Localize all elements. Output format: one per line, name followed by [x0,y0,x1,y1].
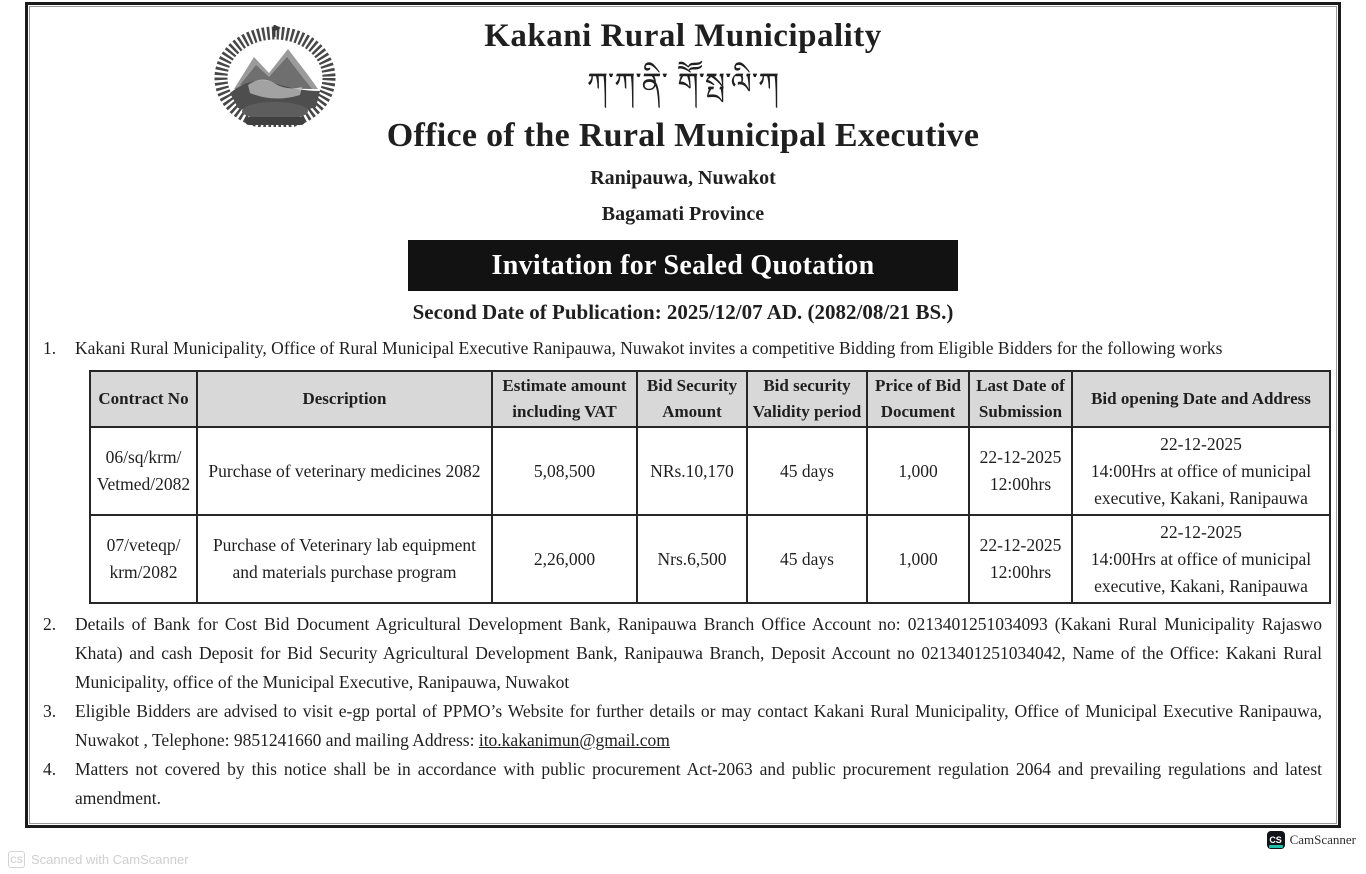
bid-table [89,370,1331,604]
note-item-3 [43,697,1322,755]
cell-line: 22-12-2025 [979,535,1062,555]
note-text-leading: Eligible Bidders are advised to visit e-gp portal of PPMO’s Website for further details or may contact Kakani Rural Municipality, Office of Municipal Executive Ranipauwa, Nuwakot , Telephone: 9851241660 and mailing Address: [75,701,1322,750]
camscanner-watermark-left [8,851,189,868]
cell-estimate-amount: 2,26,000 [492,515,637,603]
notice-body [43,334,1322,813]
table-header-row [90,371,1330,427]
note-text: Details of Bank for Cost Bid Document Agricultural Development Bank, Ranipauwa Branch Office Account no: 0213401251034093 (Kakani Rural Municipality Rajaswo Khata) and cash Deposit for Bid Security Agricultural Development Bank, Ranipauwa Branch, Deposit Account no 0213401251034042, Name of the Office: Kakani Rural Municipality, office of the Municipal Executive, Ranipauwa, Nuwakot [75,614,1322,692]
cell-bid-opening [1072,515,1330,603]
camscanner-watermark-text: Scanned with CamScanner [31,852,189,867]
emblem-icon [214,23,336,127]
cell-line: 06/sq/krm/ [105,447,182,467]
camscanner-cs-icon: CS [1267,831,1285,849]
cell-price-of-bid-document: 1,000 [867,515,969,603]
notice-title-banner: Invitation for Sealed Quotation [408,240,958,291]
header-estimate-amount: Estimate amount including VAT [492,371,637,427]
table-row [90,515,1330,603]
cell-validity-period: 45 days [747,515,867,603]
cell-line: 22-12-2025 [979,447,1062,467]
office-name: Office of the Rural Municipal Executive [386,117,980,154]
cell-line: 12:00hrs [989,474,1052,494]
document-frame [25,2,1341,828]
cell-bid-security-amount: Nrs.6,500 [637,515,747,603]
note-number: 2. [43,614,57,634]
cell-price-of-bid-document: 1,000 [867,427,969,515]
cell-line: 22-12-2025 [1160,521,1242,542]
cell-bid-security-amount: NRs.10,170 [637,427,747,515]
cell-line: 12:00hrs [989,562,1052,582]
header-bid-opening: Bid opening Date and Address [1072,371,1330,427]
municipality-name: Kakani Rural Municipality [484,18,882,54]
cell-line: 07/veteqp/ [106,535,181,555]
header-contract-no: Contract No [90,371,197,427]
camscanner-brand-text: CamScanner [1289,832,1356,847]
document-header [30,17,1336,226]
nepal-emblem-logo [214,23,336,127]
address-line: Ranipauwa, Nuwakot [590,167,776,189]
camscanner-cs-icon: CS [8,851,25,868]
cell-contract-no [90,515,197,603]
province-line: Bagamati Province [601,203,765,225]
header-last-date-of-submission: Last Date of Submission [969,371,1072,427]
note-item-1 [43,334,1322,363]
note-text: Kakani Rural Municipality, Office of Rural Municipal Executive Ranipauwa, Nuwakot invites a competitive Bidding from Eligible Bidders for the following works [75,338,1223,358]
note-text: Matters not covered by this notice shall be in accordance with public procurement Act-2063 and public procurement regulation 2064 and prevailing regulations and latest amendment. [75,759,1322,808]
note-number: 1. [43,338,57,358]
header-bid-security-amount: Bid Security Amount [637,371,747,427]
document-inner-border [29,6,1337,824]
header-description: Description [197,371,492,427]
note-item-2 [43,610,1322,697]
header-validity-period: Bid security Validity period [747,371,867,427]
cell-last-date-of-submission [969,427,1072,515]
header-price-of-bid-document: Price of Bid Document [867,371,969,427]
municipality-name-tibetan: ཀ་ཀ་ནི་ གཽ་སྤ་ལི་ཀ [586,67,780,102]
publication-date-line: Second Date of Publication: 2025/12/07 AD. (2082/08/21 BS.) [412,300,954,324]
cell-line: Vetmed/2082 [96,474,191,494]
cell-description: Purchase of veterinary medicines 2082 [197,427,492,515]
note-number: 4. [43,759,57,779]
cell-contract-no [90,427,197,515]
note-number: 3. [43,701,57,721]
cell-estimate-amount: 5,08,500 [492,427,637,515]
cell-line: krm/2082 [109,562,178,582]
cell-validity-period: 45 days [747,427,867,515]
cell-line: 22-12-2025 [1160,433,1242,454]
cell-line: 14:00Hrs at office of municipal executive, Kakani, Ranipauwa [1090,548,1312,596]
camscanner-watermark-right [1267,831,1356,849]
note-item-4 [43,755,1322,813]
cell-line: 14:00Hrs at office of municipal executive, Kakani, Ranipauwa [1090,460,1312,508]
note-text [75,697,1322,755]
cell-last-date-of-submission [969,515,1072,603]
email-link[interactable]: ito.kakanimun@gmail.com [478,730,670,750]
table-row [90,427,1330,515]
cell-description: Purchase of Veterinary lab equipment and materials purchase program [197,515,492,603]
cell-bid-opening [1072,427,1330,515]
